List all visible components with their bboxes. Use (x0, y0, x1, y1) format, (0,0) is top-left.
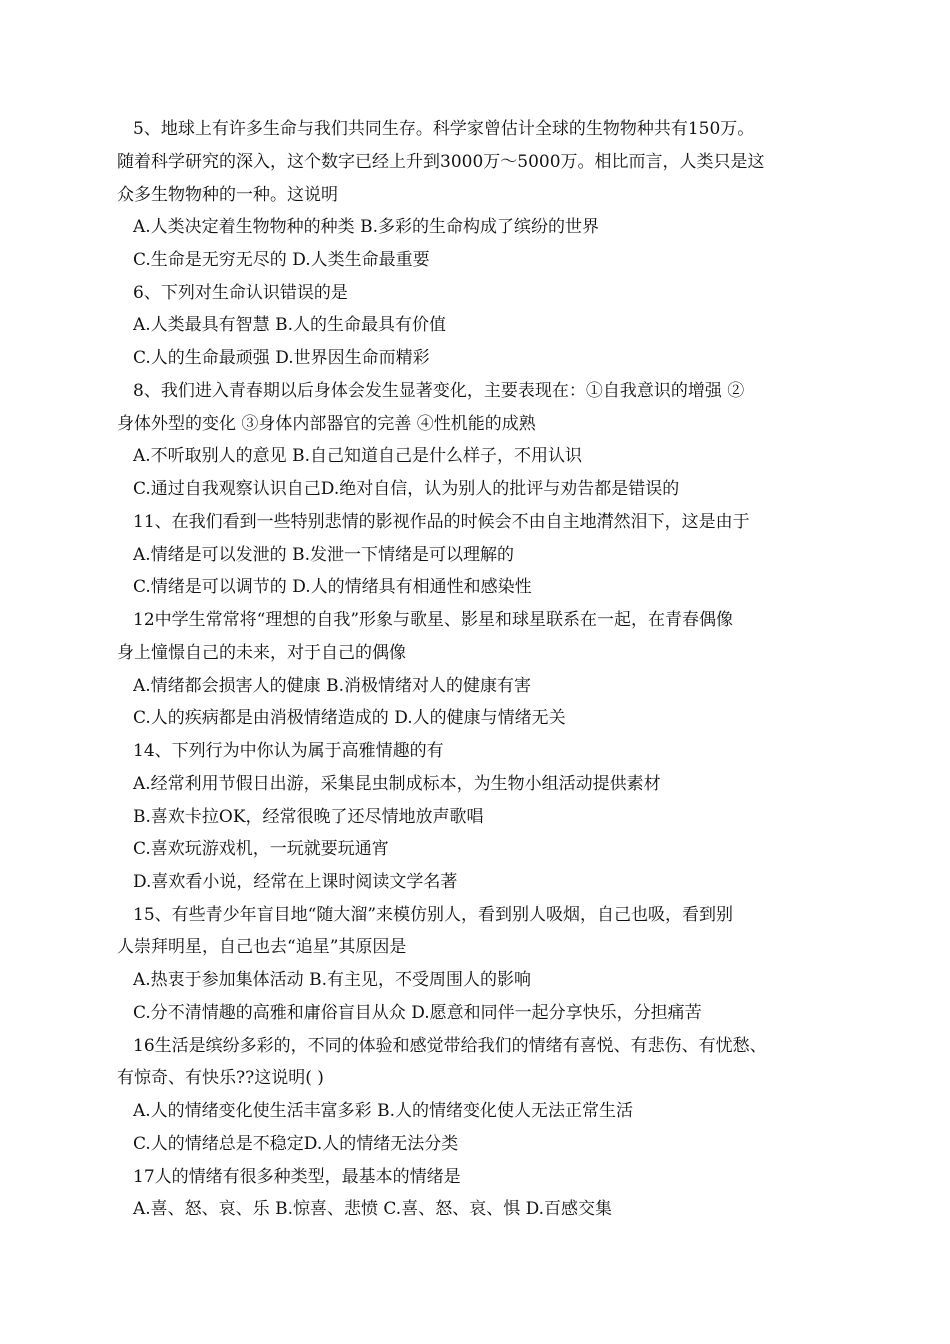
question-16-options-cd: C.人的情绪总是不稳定D.人的情绪无法分类 (133, 1134, 459, 1154)
question-5-stem-line-1: 5、地球上有许多生命与我们共同生存。科学家曾估计全球的生物物种共有150万。 (133, 119, 755, 139)
question-5-options-ab: A.人类决定着生物物种的种类 B.多彩的生命构成了缤纷的世界 (133, 217, 599, 237)
question-5-options-cd: C.生命是无穷无尽的 D.人类生命最重要 (133, 250, 430, 270)
question-17-options: A.喜、怒、哀、乐 B.惊喜、悲愤 C.喜、怒、哀、惧 D.百感交集 (133, 1199, 613, 1219)
question-17-stem: 17人的情绪有很多种类型，最基本的情绪是 (133, 1167, 461, 1187)
question-8-options-ab: A.不听取别人的意见 B.自己知道自己是什么样子，不用认识 (133, 446, 582, 466)
question-6-options-cd: C.人的生命最顽强 D.世界因生命而精彩 (133, 348, 430, 368)
question-8-stem-line-2: 身体外型的变化 ③身体内部器官的完善 ④性机能的成熟 (117, 414, 536, 434)
question-8-stem-line-1: 8、我们进入青春期以后身体会发生显著变化，主要表现在：①自我意识的增强 ② (133, 381, 745, 401)
question-12-options-cd: C.人的疾病都是由消极情绪造成的 D.人的健康与情绪无关 (133, 708, 566, 728)
question-11-options-ab: A.情绪是可以发泄的 B.发泄一下情绪是可以理解的 (133, 545, 514, 565)
question-15-stem-line-2: 人崇拜明星，自己也去“追星”其原因是 (117, 937, 407, 957)
question-14-option-b: B.喜欢卡拉OK，经常很晚了还尽情地放声歌唱 (133, 807, 484, 827)
question-6-options-ab: A.人类最具有智慧 B.人的生命最具有价值 (133, 315, 446, 335)
question-15-options-cd: C.分不清情趣的高雅和庸俗盲目从众 D.愿意和同伴一起分享快乐，分担痛苦 (133, 1003, 702, 1023)
question-16-stem-line-1: 16生活是缤纷多彩的，不同的体验和感觉带给我们的情绪有喜悦、有悲伤、有忧愁、 (133, 1036, 767, 1056)
question-15-stem-line-1: 15、有些青少年盲目地“随大溜”来模仿别人，看到别人吸烟，自己也吸，看到别 (133, 905, 734, 925)
question-11-stem: 11、在我们看到一些特别悲情的影视作品的时候会不由自主地潸然泪下，这是由于 (133, 512, 750, 532)
question-14-stem: 14、下列行为中你认为属于高雅情趣的有 (133, 741, 444, 761)
question-12-options-ab: A.情绪都会损害人的健康 B.消极情绪对人的健康有害 (133, 676, 531, 696)
question-8-options-cd: C.通过自我观察认识自己D.绝对自信，认为别人的批评与劝告都是错误的 (133, 479, 680, 499)
question-14-option-a: A.经常利用节假日出游，采集昆虫制成标本，为生物小组活动提供素材 (133, 774, 661, 794)
question-11-options-cd: C.情绪是可以调节的 D.人的情绪具有相通性和感染性 (133, 577, 532, 597)
question-12-stem-line-2: 身上憧憬自己的未来，对于自己的偶像 (117, 643, 406, 663)
question-15-options-ab: A.热衷于参加集体活动 B.有主见，不受周围人的影响 (133, 970, 531, 990)
question-6-stem: 6、下列对生命认识错误的是 (133, 283, 348, 303)
question-14-option-c: C.喜欢玩游戏机，一玩就要玩通宵 (133, 839, 389, 859)
question-5-stem-line-2: 随着科学研究的深入，这个数字已经上升到3000万～5000万。相比而言，人类只是这 (117, 152, 765, 172)
question-14-option-d: D.喜欢看小说，经常在上课时阅读文学名著 (133, 872, 458, 892)
question-16-stem-line-2: 有惊奇、有快乐??这说明( ) (117, 1068, 324, 1088)
question-12-stem-line-1: 12中学生常常将“理想的自我”形象与歌星、影星和球星联系在一起，在青春偶像 (133, 610, 734, 630)
question-16-options-ab: A.人的情绪变化使生活丰富多彩 B.人的情绪变化使人无法正常生活 (133, 1101, 633, 1121)
question-5-stem-line-3: 众多生物物种的一种。这说明 (117, 185, 338, 205)
